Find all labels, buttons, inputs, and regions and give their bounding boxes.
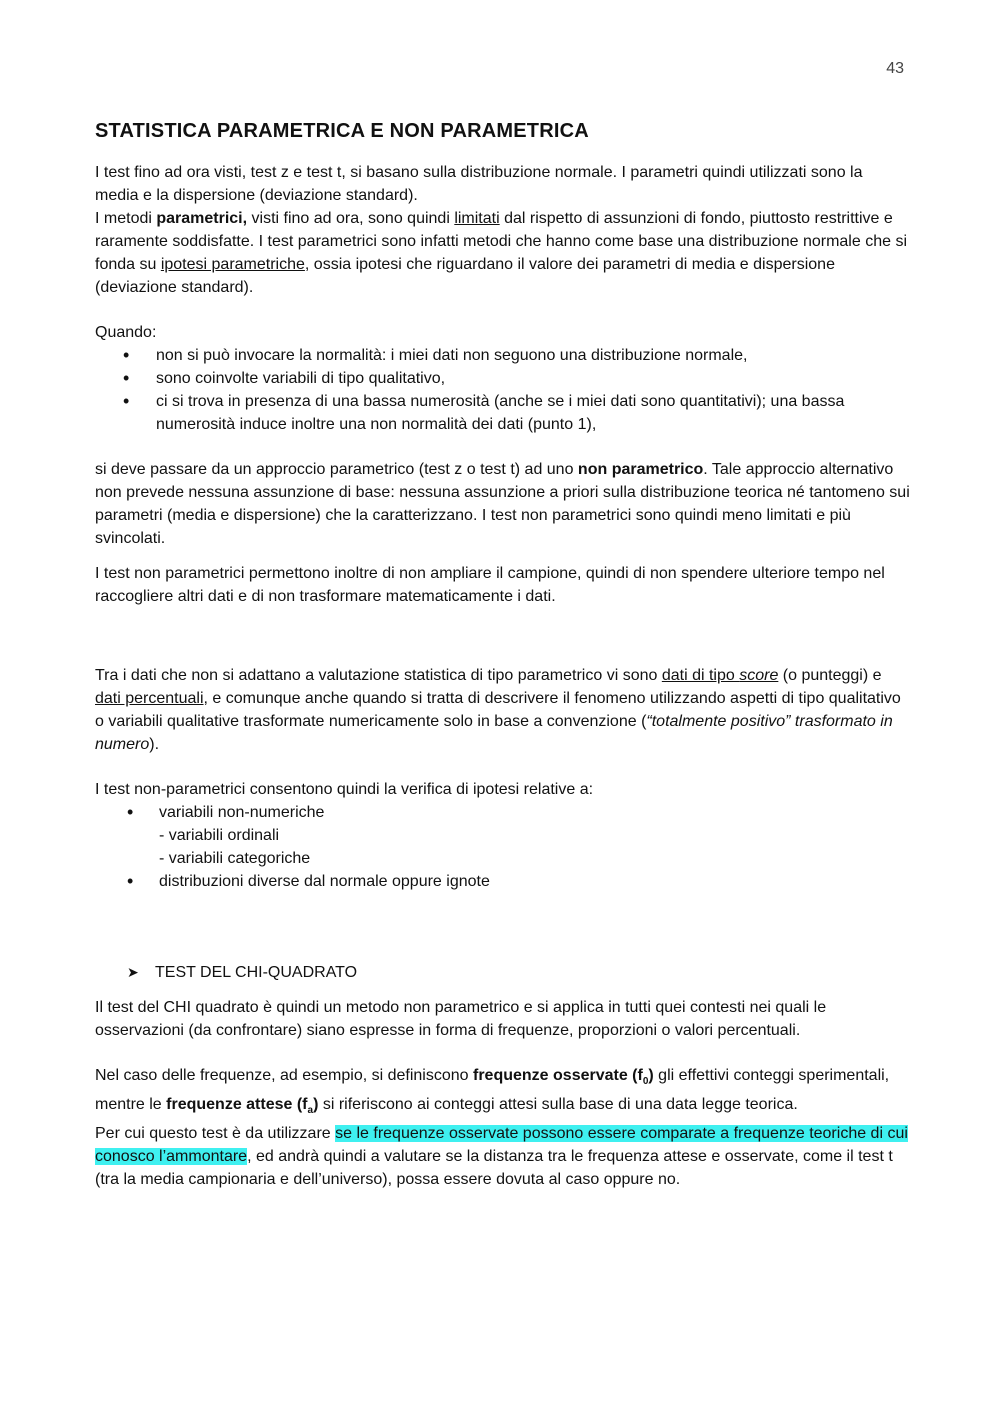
arrow-bullet-icon: ➤: [127, 964, 139, 980]
paragraph-intro: I test fino ad ora visti, test z e test t, si basano sulla distribuzione normale. I parametri quindi utilizzati sono la media e la dispersione (deviazione standard). I metodi parametrici, visti fino ad ora, sono quindi limitati dal rispetto di assunzioni di fondo, piuttosto restrittive e raramente soddisfatte. I test parametrici sono infatti metodi che hanno come base una distribuzione normale che si fonda su ipotesi parametriche, ossia ipotesi che riguardano il valore dei parametri di media e dispersione (deviazione standard).: [95, 164, 907, 296]
list-item: • non si può invocare la normalità: i miei dati non seguono una distribuzione normale,: [95, 344, 910, 367]
list-item: • variabili non-numeriche: [95, 801, 910, 824]
paragraph-data-types: Tra i dati che non si adattano a valutazione statistica di tipo parametrico vi sono dati di tipo score (o punteggi) e dati percentuali, e comunque anche quando si tratta di descrivere il fenomeno utilizzando aspetti di tipo qualitativo o variabili qualitative trasformate numericamente solo in base a convenzione (“totalmente positivo” trasformato in numero).: [95, 667, 901, 753]
sub-item: - variabili ordinali: [159, 827, 280, 844]
conditions-list: [95, 344, 910, 436]
section-heading: ➤ TEST DEL CHI-QUADRATO: [95, 961, 910, 984]
highlighted-text: se le frequenze osservate possono essere comparate a frequenze teoriche di cui conosco l’ammontare: [95, 1125, 908, 1166]
when-label: Quando:: [95, 324, 157, 341]
paragraph-advantages: I test non parametrici permettono inoltre di non ampliare il campione, quindi di non spendere ulteriore tempo nel raccogliere altri dati e di non trasformare matematicamente i dati.: [95, 565, 885, 605]
hypotheses-list: [95, 801, 910, 824]
page-content: [95, 120, 910, 1191]
list-item: • sono coinvolte variabili di tipo qualitativo,: [95, 367, 910, 390]
paragraph-verification: I test non-parametrici consentono quindi la verifica di ipotesi relative a:: [95, 781, 594, 798]
paragraph-frequencies: Nel caso delle frequenze, ad esempio, si definiscono frequenze osservate $(f_0)$ gli effettivi conteggi sperimentali, mentre le frequenze attese $(f_a)$ si riferiscono ai conteggi attesi sulla base di una data legge teorica. Per cui questo test è da utilizzare se le frequenze osservate possono essere comparate a frequenze teoriche di cui conosco l’ammontare, ed andrà quindi a valutare se la distanza tra le frequenza attese e osservate, come il test t (tra la media campionaria e dell’universo), possa essere dovuta al caso oppure no.: [95, 1067, 908, 1189]
paragraph-nonparametric: si deve passare da un approccio parametrico (test z o test t) ad uno non parametrico. Tale approccio alternativo non prevede nessuna assunzione di base: nessuna assunzione a priori sulla distribuzione teorica né tantomeno sui parametri (media e dispersione) che la caratterizzano. I test non parametrici sono quindi meno limitati e più svincolati.: [95, 461, 910, 547]
page-number: 43: [886, 60, 904, 77]
list-item: • ci si trova in presenza di una bassa numerosità (anche se i miei dati sono quantitativi); una bassa numerosità induce inoltre una non normalità dei dati (punto 1),: [95, 390, 910, 436]
sub-item: - variabili categoriche: [159, 850, 311, 867]
page-title: STATISTICA PARAMETRICA E NON PARAMETRICA: [95, 120, 589, 142]
list-item: • distribuzioni diverse dal normale oppure ignote: [95, 870, 910, 893]
paragraph-chi-square: Il test del CHI quadrato è quindi un metodo non parametrico e si applica in tutti quei contesti nei quali le osservazioni (da confrontare) siano espresse in forma di frequenze, proporzioni o valori percentuali.: [95, 999, 827, 1039]
